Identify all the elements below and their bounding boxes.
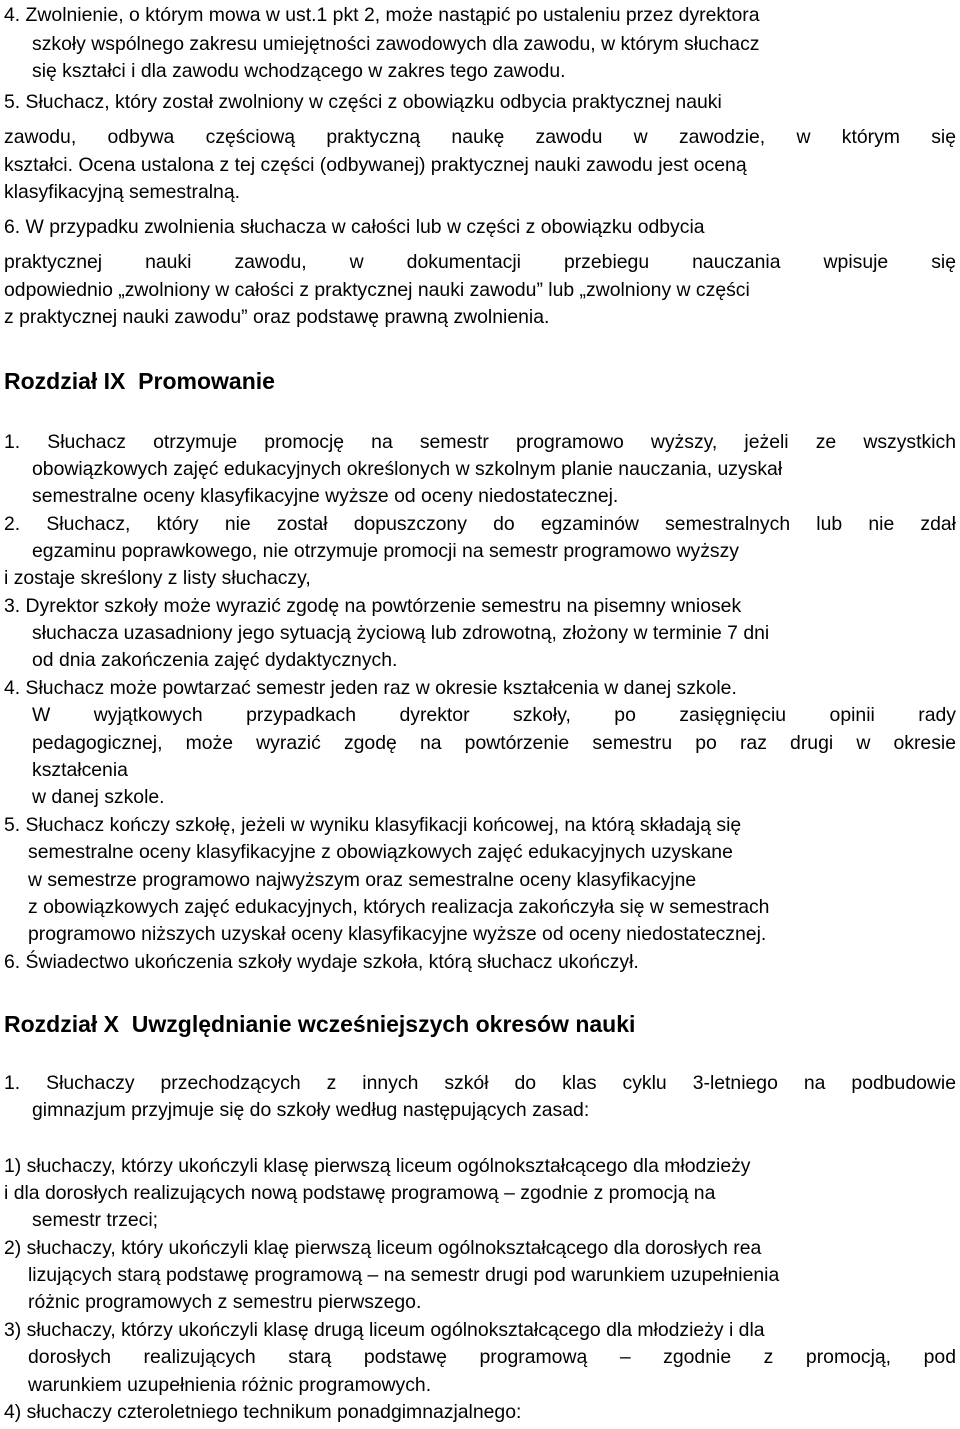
text-line: w semestrze programowo najwyższym oraz semestralne oceny klasyfikacyjne [28, 869, 697, 891]
text-line: się kształci i dla zawodu wchodzącego w zakres tego zawodu. [32, 60, 566, 82]
text-line: 1. Słuchaczy przechodzących z innych szkół do klas cyklu 3-letniego na podbudowie [4, 1072, 956, 1094]
text-line: warunkiem uzupełnienia różnic programowych. [28, 1374, 432, 1396]
text-line: 4. Zwolnienie, o którym mowa w ust.1 pkt 2, może nastąpić po ustaleniu przez dyrektora [4, 4, 760, 26]
text-line: od dnia zakończenia zajęć dydaktycznych. [32, 649, 398, 671]
text-line: 3. Dyrektor szkoły może wyrazić zgodę na powtórzenie semestru na pisemny wniosek [4, 595, 742, 617]
text-line: gimnazjum przyjmuje się do szkoły według następujących zasad: [32, 1099, 590, 1121]
text-line: egzaminu poprawkowego, nie otrzymuje promocji na semestr programowo wyższy [32, 540, 739, 562]
text-line: z praktycznej nauki zawodu” oraz podstawę prawną zwolnienia. [4, 306, 550, 328]
chapter-heading: Rozdział X Uwzględnianie wcześniejszych okresów nauki [4, 1011, 636, 1037]
chapter-heading: Rozdział IX Promowanie [4, 368, 275, 394]
text-line: w danej szkole. [32, 786, 165, 808]
text-line: semestralne oceny klasyfikacyjne wyższe od oceny niedostatecznej. [32, 485, 619, 507]
text-line: 3) słuchaczy, którzy ukończyli klasę drugą liceum ogólnokształcącego dla młodzieży i dla [4, 1319, 765, 1341]
text-line: słuchacza uzasadniony jego sytuacją życiową lub zdrowotną, złożony w terminie 7 dni [32, 622, 770, 644]
text-line: kształcenia [32, 759, 128, 781]
text-line: 4) słuchaczy czteroletniego technikum ponadgimnazjalnego: [4, 1401, 522, 1423]
text-line: praktycznej nauki zawodu, w dokumentacji przebiegu nauczania wpisuje się [4, 251, 956, 273]
text-line: 5. Słuchacz kończy szkołę, jeżeli w wyniku klasyfikacji końcowej, na którą składają się [4, 814, 742, 836]
text-line: klasyfikacyjną semestralną. [4, 181, 241, 203]
text-line: 2) słuchaczy, który ukończyli klaę pierwszą liceum ogólnokształcącego dla dorosłych rea [4, 1237, 762, 1259]
text-line: lizujących starą podstawę programową – na semestr drugi pod warunkiem uzupełnienia [28, 1264, 780, 1286]
text-line: 6. W przypadku zwolnienia słuchacza w całości lub w części z obowiązku odbycia [4, 216, 705, 238]
text-line: różnic programowych z semestru pierwszego. [28, 1291, 422, 1313]
text-line: odpowiednio „zwolniony w całości z praktycznej nauki zawodu” lub „zwolniony w części [4, 279, 750, 301]
text-line: szkoły wspólnego zakresu umiejętności zawodowych dla zawodu, w którym słuchacz [32, 33, 760, 55]
text-line: obowiązkowych zajęć edukacyjnych określonych w szkolnym planie nauczania, uzyskał [32, 458, 783, 480]
text-line: W wyjątkowych przypadkach dyrektor szkoły, po zasięgnięciu opinii rady [32, 704, 956, 726]
text-line: semestr trzeci; [32, 1209, 159, 1231]
text-line: i dla dorosłych realizujących nową podstawę programową – zgodnie z promocją na [4, 1182, 716, 1204]
text-line: 2. Słuchacz, który nie został dopuszczony do egzaminów semestralnych lub nie zdał [4, 513, 956, 535]
text-line: kształci. Ocena ustalona z tej części (odbywanej) praktycznej nauki zawodu jest oceną [4, 154, 747, 176]
text-line: dorosłych realizujących starą podstawę programową – zgodnie z promocją, pod [28, 1346, 956, 1368]
text-line: z obowiązkowych zajęć edukacyjnych, których realizacja zakończyła się w semestrach [28, 896, 770, 918]
text-line: pedagogicznej, może wyrazić zgodę na powtórzenie semestru po raz drugi w okresie [32, 732, 956, 754]
text-line: zawodu, odbywa częściową praktyczną naukę zawodu w zawodzie, w którym się [4, 126, 956, 148]
text-line: 1. Słuchacz otrzymuje promocję na semestr programowo wyższy, jeżeli ze wszystkich [4, 431, 956, 453]
text-line: semestralne oceny klasyfikacyjne z obowiązkowych zajęć edukacyjnych uzyskane [28, 841, 733, 863]
text-line: 5. Słuchacz, który został zwolniony w części z obowiązku odbycia praktycznej nauki [4, 91, 722, 113]
text-line: 4. Słuchacz może powtarzać semestr jeden raz w okresie kształcenia w danej szkole. [4, 677, 737, 699]
text-line: 1) słuchaczy, którzy ukończyli klasę pierwszą liceum ogólnokształcącego dla młodzieży [4, 1155, 751, 1177]
text-line: 6. Świadectwo ukończenia szkoły wydaje szkoła, którą słuchacz ukończył. [4, 951, 639, 973]
text-line: programowo niższych uzyskał oceny klasyfikacyjne wyższe od oceny niedostatecznej. [28, 923, 767, 945]
text-line: i zostaje skreślony z listy słuchaczy, [4, 567, 311, 589]
